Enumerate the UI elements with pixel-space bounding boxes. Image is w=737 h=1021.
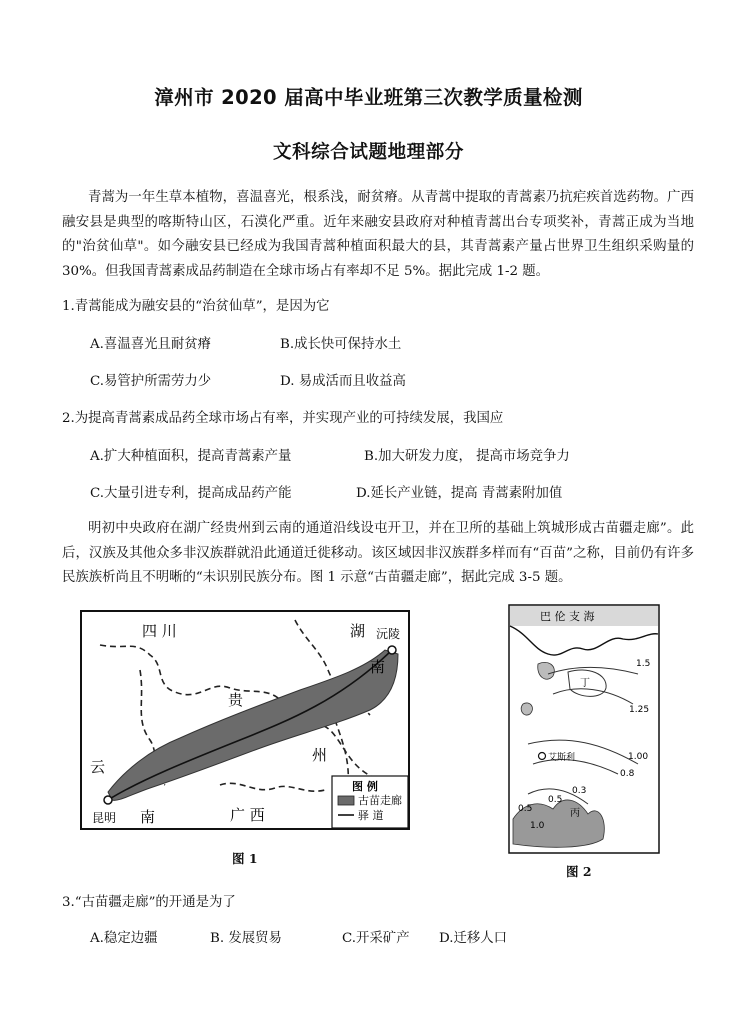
contour-value: 1.25 (629, 705, 650, 715)
legend-road-label: 驿 道 (358, 809, 384, 822)
question-1-option-b[interactable]: B.成长快可保持水土 (280, 337, 402, 352)
legend-corridor-swatch (338, 796, 354, 805)
figure-2-caption: 图 2 (566, 864, 592, 879)
question-2-option-c[interactable]: C.大量引进专利，提高成品药产能 (90, 486, 292, 501)
legend-title: 图 例 (352, 780, 378, 793)
contour-value: 0.8 (620, 769, 635, 779)
town-marker (539, 753, 546, 760)
lake (521, 703, 532, 715)
question-3-stem: 3.“古苗疆走廊”的开通是为了 (62, 895, 236, 910)
question-1-option-c[interactable]: C.易管护所需劳力少 (90, 374, 212, 389)
question-1-option-d[interactable]: D. 易成活而且收益高 (280, 374, 406, 389)
province-gui-label: 贵 (228, 691, 244, 709)
question-1-stem: 1.青蒿能成为融安县的“治贫仙草”，是因为它 (62, 299, 330, 314)
province-yun-label: 云 (90, 758, 106, 776)
question-3-option-c[interactable]: C.开采矿产 (342, 931, 410, 946)
place-bing-label: 丙 (570, 808, 580, 819)
question-3-option-b[interactable]: B. 发展贸易 (210, 931, 282, 946)
province-hu-label: 湖 (350, 622, 366, 640)
passage-artemisia: 青蒿为一年生草本植物，喜温喜光，根系浅，耐贫瘠。从青蒿中提取的青蒿素乃抗疟疾首选药物。广西融安县是典型的喀斯特山区，石漠化严重。近年来融安县政府对种植青蒿出台专项奖补，青蒿正成为当地的"治贫仙草"。如今融安县已经成为我国青蒿种植面积最大的县，其青蒿素产量占世界卫生组织采购量的 30%。但我国青蒿素成品药制造在全球市场占有率却不足 5%。据此完成 1-2 题。 (62, 190, 694, 279)
contour-value: 1.00 (628, 752, 649, 762)
city-kunming-label: 昆明 (92, 811, 117, 825)
contour-value: 0.5 (548, 795, 563, 805)
province-yunnan-nan-label: 南 (140, 808, 156, 826)
contour-value: 1.5 (636, 659, 651, 669)
question-1-option-a[interactable]: A.喜温喜光且耐贫瘠 (90, 337, 212, 352)
legend-corridor-label: 古苗走廊 (358, 794, 402, 807)
province-sichuan-label: 四 川 (142, 622, 177, 640)
question-2-option-a[interactable]: A.扩大种植面积，提高青蒿素产量 (90, 449, 292, 464)
exam-title: 漳州市 2020 届高中毕业班第三次教学质量检测 (154, 86, 583, 109)
figure-1-map (80, 610, 410, 830)
city-yuanling-marker (388, 646, 396, 654)
exam-subtitle: 文科综合试题地理部分 (272, 142, 464, 163)
question-3-option-d[interactable]: D.迁移人口 (439, 931, 508, 946)
passage-miao-corridor: 明初中央政府在湖广经贵州到云南的通道沿线设屯开卫，并在卫所的基础上筑城形成古苗疆走廊”。此后，汉族及其他众多非汉族群就沿此通道迁徙移动。该区域因非汉族群多样而有“百苗”之称，目前仍有许多民族族析尚且不明晰的“未识别民族分布。图 1 示意“古苗疆走廊”，据此完成 3-5 题。 (62, 521, 694, 585)
barents-sea-label: 巴 伦 支 海 (540, 610, 595, 623)
question-2-option-b[interactable]: B.加大研发力度， 提高市场竞争力 (364, 449, 570, 464)
city-kunming-marker (104, 796, 112, 804)
figure-1-caption: 图 1 (232, 851, 258, 866)
contour-value: 0.5 (518, 804, 533, 814)
figure-2-map (508, 604, 660, 854)
province-zhou-label: 州 (312, 746, 328, 764)
place-town-label: 艾斯利 (548, 753, 576, 763)
question-3-option-a[interactable]: A.稳定边疆 (90, 931, 158, 946)
question-2-stem: 2.为提高青蒿素成品药全球市场占有率，并实现产业的可持续发展，我国应 (62, 411, 504, 426)
city-yuanling-label: 沅陵 (376, 627, 401, 641)
contour-value: 0.3 (572, 786, 587, 796)
contour-value: 1.0 (530, 821, 545, 831)
question-2-option-d[interactable]: D.延长产业链，提高 青蒿素附加值 (356, 486, 563, 501)
province-guangxi-label: 广 西 (230, 806, 265, 824)
province-hunan-nan-label: 南 (370, 658, 386, 676)
place-ding-label: 丁 (580, 678, 590, 689)
